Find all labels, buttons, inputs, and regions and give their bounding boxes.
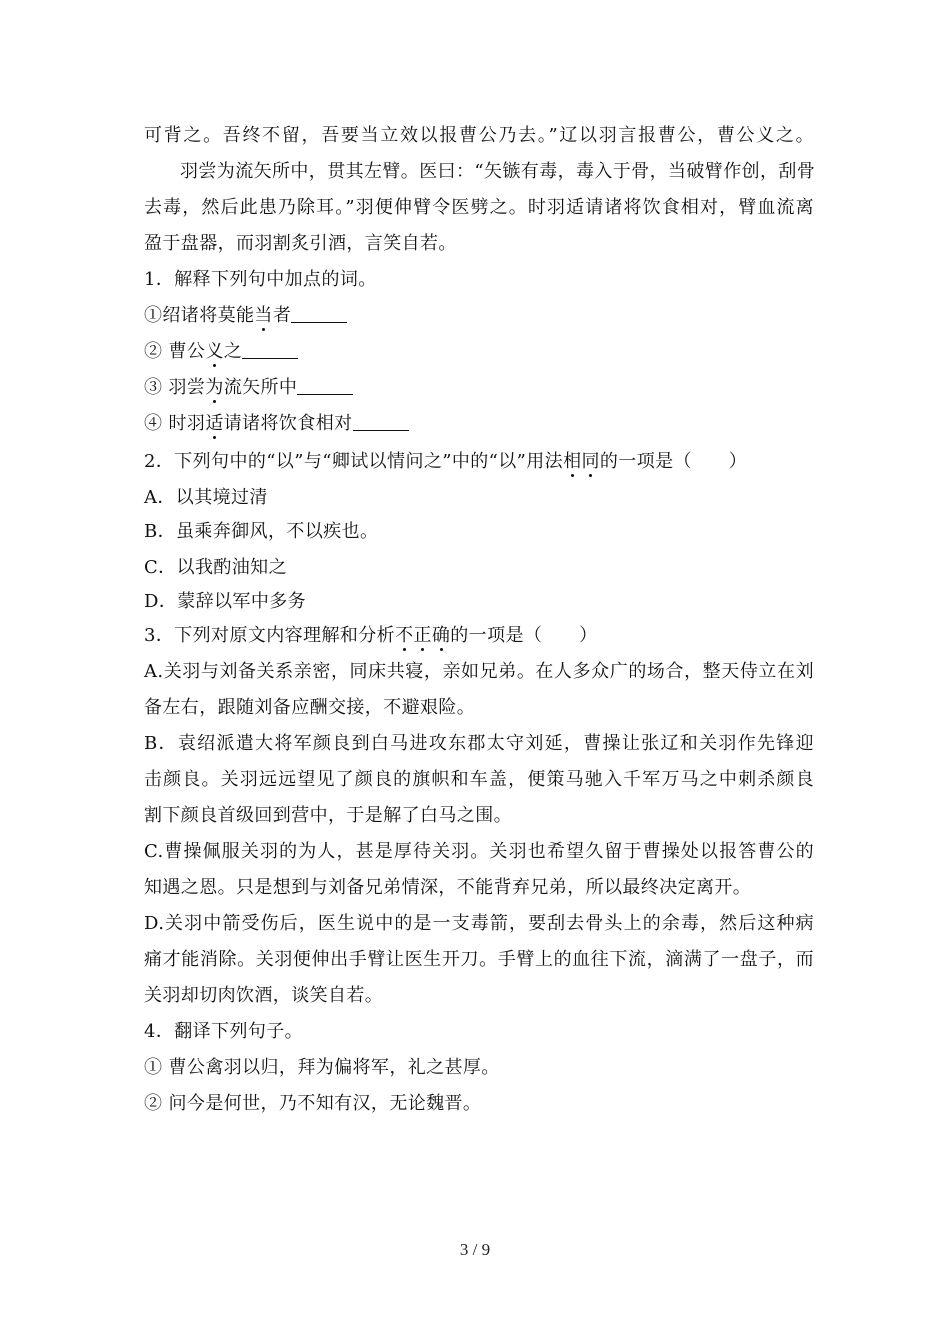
q1-stem: 1．解释下列句中加点的词。 <box>144 269 377 290</box>
q3-option-a-line-2: 备左右，跟随刘备应酬交接，不避艰险。 <box>144 697 476 718</box>
q1-item-4 <box>144 412 814 436</box>
q3-option-c-line-2: 知遇之恩。只是想到与刘备兄弟情深，不能背弃兄弟，所以最终决定离开。 <box>144 877 752 898</box>
q3-stem <box>144 624 814 648</box>
dotted-char: 为 <box>205 377 224 398</box>
dotted-char: 正 <box>413 625 432 646</box>
q1-item-1-prefix: ①绍诸将莫能 <box>144 305 255 326</box>
passage-line-1: 可背之。吾终不留，吾要当立效以报曹公乃去。”辽以羽言报曹公，曹公义之。 <box>144 125 814 146</box>
q2-option-a[interactable]: A．以其境过清 <box>144 487 268 508</box>
dotted-char: 当 <box>254 305 273 326</box>
dotted-char: 适 <box>205 413 224 434</box>
q3-option-b-line-3: 割下颜良首级回到营中，于是解了白马之围。 <box>144 805 512 826</box>
q1-item-1 <box>144 304 814 328</box>
q3-option-c-line-1[interactable]: C.曹操佩服关羽的为人，甚是厚待关羽。关羽也希望久留于曹操处以报答曹公的 <box>144 841 814 862</box>
q2-stem-prefix: 2．下列句中的“以”与“卿试以情问之”中的“以”用法 <box>144 451 564 472</box>
q1-item-3-prefix: ③ 羽尝 <box>144 377 206 398</box>
q2-option-c[interactable]: C．以我酌油知之 <box>144 557 287 578</box>
dotted-char: 同 <box>581 451 600 472</box>
passage-line-2: 羽尝为流矢所中，贯其左臂。医曰：“矢镞有毒，毒入于骨，当破臂作创，刮骨 <box>180 161 816 182</box>
q2-stem <box>144 450 814 474</box>
q1-item-2-prefix: ② 曹公 <box>144 341 206 362</box>
q2-option-d[interactable]: D．蒙辞以军中多务 <box>144 591 307 612</box>
q3-option-d-line-1[interactable]: D.关羽中箭受伤后，医生说中的是一支毒箭，要刮去骨头上的余毒，然后这种病 <box>144 913 814 934</box>
q1-item-4-prefix: ④ 时羽 <box>144 413 206 434</box>
dotted-char: 确 <box>431 625 451 646</box>
q4-item-1: ① 曹公禽羽以归，拜为偏将军，礼之甚厚。 <box>144 1057 500 1078</box>
q3-option-d-line-2: 痛才能消除。关羽便伸出手臂让医生开刀。手臂上的血往下流，滴满了一盘子，而 <box>144 949 814 970</box>
dotted-char: 不 <box>395 625 414 646</box>
q3-stem-suffix: 的一项是（ ） <box>450 625 598 646</box>
q1-item-2-suffix: 之 <box>223 341 243 362</box>
q1-item-2 <box>144 340 814 364</box>
page-number: 3 / 9 <box>459 1240 491 1259</box>
passage-line-4: 盈于盘器，而羽割炙引酒，言笑自若。 <box>144 233 457 254</box>
q4-stem: 4．翻译下列句子。 <box>144 1021 304 1042</box>
passage-line-3: 去毒，然后此患乃除耳。”羽便伸臂令医劈之。时羽适请诸将饮食相对，臂血流离 <box>144 197 814 218</box>
q3-option-a-line-1[interactable]: A.关羽与刘备关系亲密，同床共寝，亲如兄弟。在人多众广的场合，整天侍立在刘 <box>144 661 814 682</box>
q1-item-4-suffix: 请诸将饮食相对 <box>223 413 353 434</box>
q3-stem-prefix: 3．下列对原文内容理解和分析 <box>144 625 396 646</box>
answer-blank[interactable] <box>297 376 353 395</box>
q3-option-b-line-1[interactable]: B．袁绍派遣大将军颜良到白马进攻东郡太守刘延，曹操让张辽和关羽作先锋迎 <box>144 733 814 754</box>
q2-stem-suffix: 的一项是（ ） <box>599 451 748 472</box>
answer-blank[interactable] <box>291 304 347 323</box>
q3-option-b-line-2: 击颜良。关羽远远望见了颜良的旗帜和车盖，便策马驰入千军万马之中刺杀颜良 <box>144 769 814 790</box>
dotted-char: 相 <box>563 451 582 472</box>
q3-option-d-line-3: 关羽却切肉饮酒，谈笑自若。 <box>144 985 384 1006</box>
dotted-char: 义 <box>205 341 224 362</box>
q1-item-3 <box>144 376 814 400</box>
q1-item-3-suffix: 流矢所中 <box>223 377 298 398</box>
q1-item-1-suffix: 者 <box>272 305 292 326</box>
answer-blank[interactable] <box>353 412 409 431</box>
q2-option-b[interactable]: B．虽乘奔御风，不以疾也。 <box>144 521 379 542</box>
q4-item-2: ② 问今是何世，乃不知有汉，无论魏晋。 <box>144 1093 482 1114</box>
answer-blank[interactable] <box>242 340 298 359</box>
